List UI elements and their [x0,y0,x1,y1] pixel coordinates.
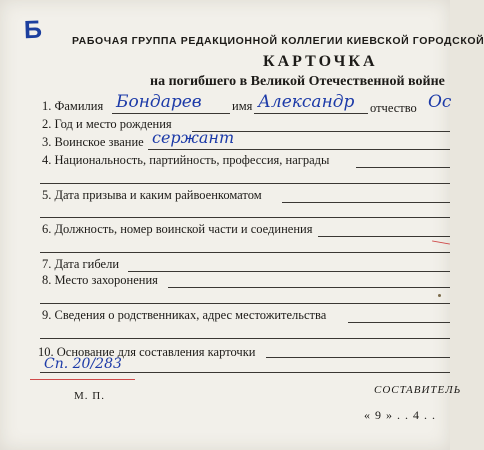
death-date-line [128,271,450,272]
first-name-line [254,113,368,114]
red-underline [30,379,135,380]
handwritten-basis: Сп. 20/283 [44,356,122,372]
card-title: КАРТОЧКА [263,53,378,70]
draft-line-2 [40,217,450,218]
card-subtitle: на погибшего в Великой Отечественной войне [150,74,445,89]
field-unit-label: 6. Должность, номер воинской части и соединения [42,222,313,236]
paper-spot [438,294,441,297]
basis-line [266,357,450,358]
unit-line-2 [40,252,450,253]
field-patronymic-label: отчество [370,101,417,115]
handwritten-first-name: Александр [258,92,355,112]
handwritten-rank: сержант [152,128,235,147]
field-birth-label: 2. Год и место рождения [42,117,172,131]
rank-line [148,149,450,150]
stamp-place-label: М. П. [74,390,105,402]
field-nationality-label: 4. Национальность, партийность, профессия, награды [42,153,330,167]
unit-line [318,236,450,237]
date-fragment: « 9 » . . 4 . . [364,408,436,422]
surname-line [112,113,230,114]
field-relatives-label: 9. Сведения о родственниках, адрес местожительства [42,308,327,322]
corner-letter-mark: Б [23,15,43,45]
handwritten-patronymic: Ос [428,92,452,112]
field-burial-label: 8. Место захоронения [42,273,158,287]
field-death-date-label: 7. Дата гибели [42,257,120,271]
nationality-line [356,167,450,168]
handwritten-surname: Бондарев [116,92,202,112]
red-pencil-mark [432,240,450,244]
field-rank-label: 3. Воинское звание [42,135,144,149]
relatives-line [348,322,450,323]
nationality-line-2 [40,183,450,184]
organization-header: РАБОЧАЯ ГРУППА РЕДАКЦИОННОЙ КОЛЛЕГИИ КИЕВСКОЙ ГОРОДСКОЙ [72,35,484,47]
field-surname-label: 1. Фамилия [42,99,104,113]
burial-line-2 [40,303,450,304]
relatives-line-2 [40,338,450,339]
field-basis-label: 10. Основание для составления карточки [38,345,256,359]
compiler-label: СОСТАВИТЕЛЬ [374,384,462,396]
field-first-name-label: имя [232,99,253,113]
basis-line-2 [40,372,450,373]
field-draft-label: 5. Дата призыва и каким райвоенкоматом [42,188,262,202]
burial-line [168,287,450,288]
draft-line [282,202,450,203]
